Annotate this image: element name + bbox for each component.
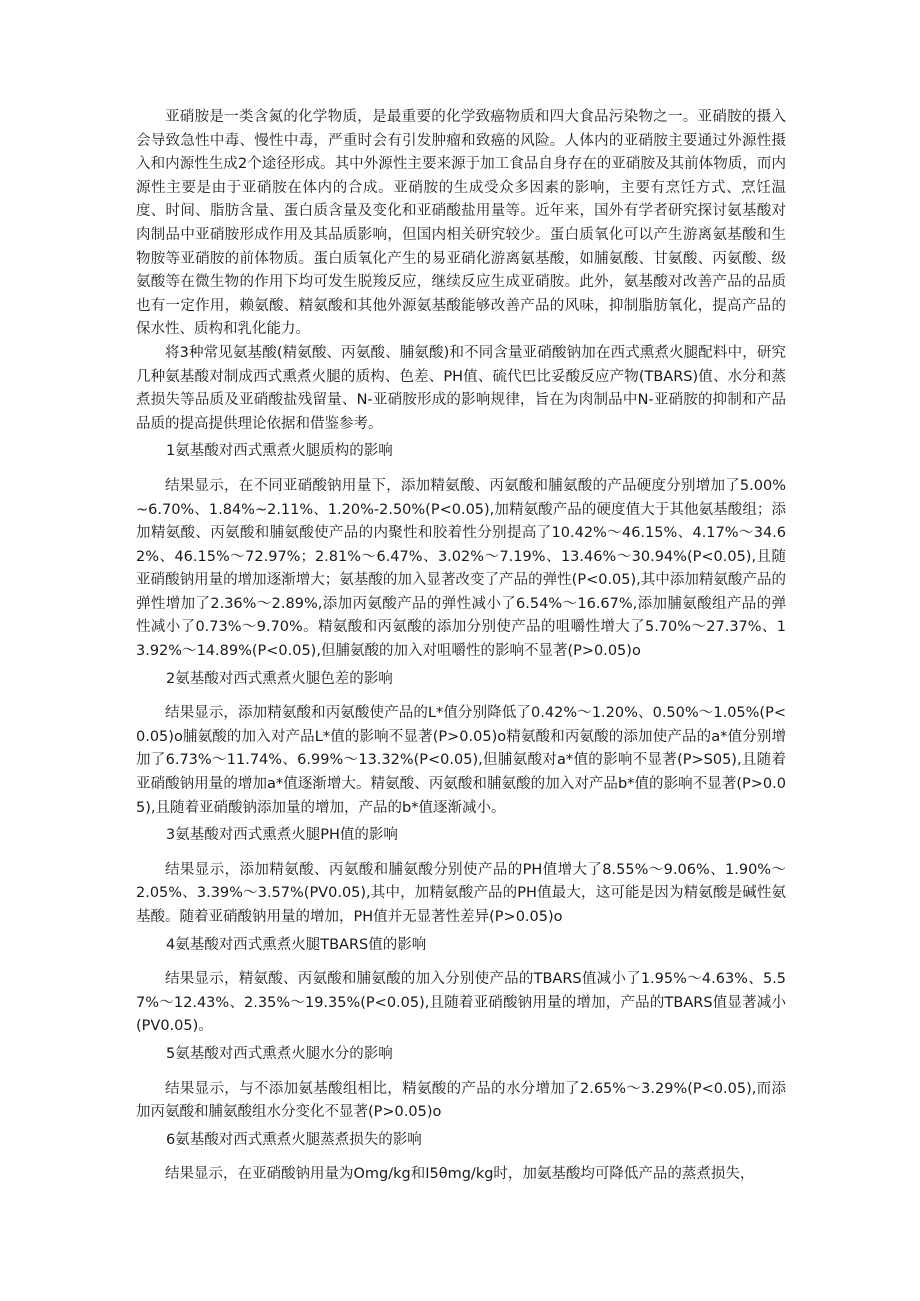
section-text-cooking-loss: 结果显示，在亚硝酸钠用量为Omg/kg和I5θmg∕kg时，加氨基酸均可降低产品的蒸煮损失， — [165, 1166, 755, 1183]
section-text-ph: 结果显示，添加精氨酸、丙氨酸和脯氨酸分别使产品的PH值增大了8.55%～9.06%、1.90%～2.05%、3.39%～3.57%(PV0.05),其中，加精氨酸产品的PH值最大，这可能是因为精氨酸是碱性氨基酸。随着亚硝酸钠用量的增加，PH值并无显著性差异(P>0.05)o — [136, 861, 786, 925]
section-heading-cooking-loss: 6氨基酸对西式熏煮火腿蒸煮损失的影响 — [166, 1131, 422, 1148]
section-text-texture: 结果显示，在不同亚硝酸钠用量下，添加精氨酸、丙氨酸和脯氨酸的产品硬度分别增加了5.00%~6.70%、1.84%~2.11%、1.20%-2.50%(P<0.05),加精氨酸产品的硬度值大于其他氨基酸组；添加精氨酸、丙氨酸和脯氨酸使产品的内聚性和胶着性分别提高了10.42%～46.15%、4.17%～34.62%、46.15%～72.97%；2.81%～6.47%、3.02%～7.19%、13.46%～30.94%(P<0.05),且随亚硝酸钠用量的增加逐渐增大；氨基酸的加入显著改变了产品的弹性(P<0.05),其中添加精氨酸产品的弹性增加了2.36%～2.89%,添加丙氨酸产品的弹性减小了6.54%～16.67%,添加脯氨酸组产品的弹性减小了0.73%～9.70%。精氨酸和丙氨酸的添加分别使产品的咀嚼性增大了5.70%～27.37%、13.92%～14.89%(P<0.05),但脯氨酸的加入对咀嚼性的影响不显著(P>0.05)o — [136, 477, 787, 660]
section-heading-color: 2氨基酸对西式熏煮火腿色差的影响 — [166, 670, 393, 687]
section-heading-moisture: 5氨基酸对西式熏煮火腿水分的影响 — [166, 1045, 393, 1062]
intro-paragraph-2: 将3种常见氨基酸(精氨酸、丙氨酸、脯氨酸)和不同含量亚硝酸钠加在西式熏煮火腿配料中，研究几种氨基酸对制成西式熏煮火腿的质构、色差、PH值、硫代巴比妥酸反应产物(TBARS)值、水分和蒸煮损失等品质及亚硝酸盐残留量、N-亚硝胺形成的影响规律，旨在为肉制品中N-亚硝胺的抑制和产品品质的提高提供理论依据和借鉴参考。 — [136, 344, 786, 432]
section-text-color: 结果显示，添加精氨酸和丙氨酸使产品的L*值分别降低了0.42%～1.20%、0.50%～1.05%(P<0.05)o脯氨酸的加入对产品L*值的影响不显著(P>0.05)o精氨酸和丙氨酸的添加使产品的a*值分别增加了6.73%～11.74%、6.99%～13.32%(P<0.05),但脯氨酸对a*值的影响不显著(P>S05),且随着亚硝酸钠用量的增加a*值逐渐增大。精氨酸、丙氨酸和脯氨酸的加入对产品b*值的影响不显著(P>0.05),且随着亚硝酸钠添加量的增加，产品的b*值逐渐减小。 — [136, 705, 786, 816]
section-text-tbars: 结果显示，精氨酸、丙氨酸和脯氨酸的加入分别使产品的TBARS值减小了1.95%～4.63%、5.57%～12.43%、2.35%～19.35%(P<0.05),且随着亚硝酸钠用量的增加，产品的TBARS值显著减小(PV0.05)。 — [136, 971, 786, 1035]
document-page — [136, 106, 786, 1187]
intro-paragraph-1: 亚硝胺是一类含氮的化学物质，是最重要的化学致癌物质和四大食品污染物之一。亚硝胺的摄入会导致急性中毒、慢性中毒，严重时会有引发肿瘤和致癌的风险。人体内的亚硝胺主要通过外源性摄入和内源性生成2个途径形成。其中外源性主要来源于加工食品自身存在的亚硝胺及其前体物质，而内源性主要是由于亚硝胺在体内的合成。亚硝胺的生成受众多因素的影响，主要有烹饪方式、烹饪温度、时间、脂肪含量、蛋白质含量及变化和亚硝酸盐用量等。近年来，国外有学者研究探讨氨基酸对肉制品中亚硝胺形成作用及其品质影响，但国内相关研究较少。蛋白质氧化可以产生游离氨基酸和生物胺等亚硝胺的前体物质。蛋白质氧化产生的易亚硝化游离氨基酸，如脯氨酸、甘氨酸、丙氨酸、级氨酸等在微生物的作用下均可发生脱羧反应，继续反应生成亚硝胺。此外，氨基酸对改善产品的品质也有一定作用，赖氨酸、精氨酸和其他外源氨基酸能够改善产品的风味，抑制脂肪氧化，提高产品的保水性、质构和乳化能力。 — [136, 109, 786, 338]
section-heading-tbars: 4氨基酸对西式熏煮火腿TBARS值的影响 — [166, 936, 427, 953]
section-heading-texture: 1氨基酸对西式熏煮火腿质构的影响 — [166, 443, 393, 460]
section-heading-ph: 3氨基酸对西式熏煮火腿PH值的影响 — [166, 827, 398, 844]
section-text-moisture: 结果显示，与不添加氨基酸组相比，精氨酸的产品的水分增加了2.65%～3.29%(P<0.05),而添加丙氨酸和脯氨酸组水分变化不显著(P>0.05)o — [136, 1080, 786, 1121]
